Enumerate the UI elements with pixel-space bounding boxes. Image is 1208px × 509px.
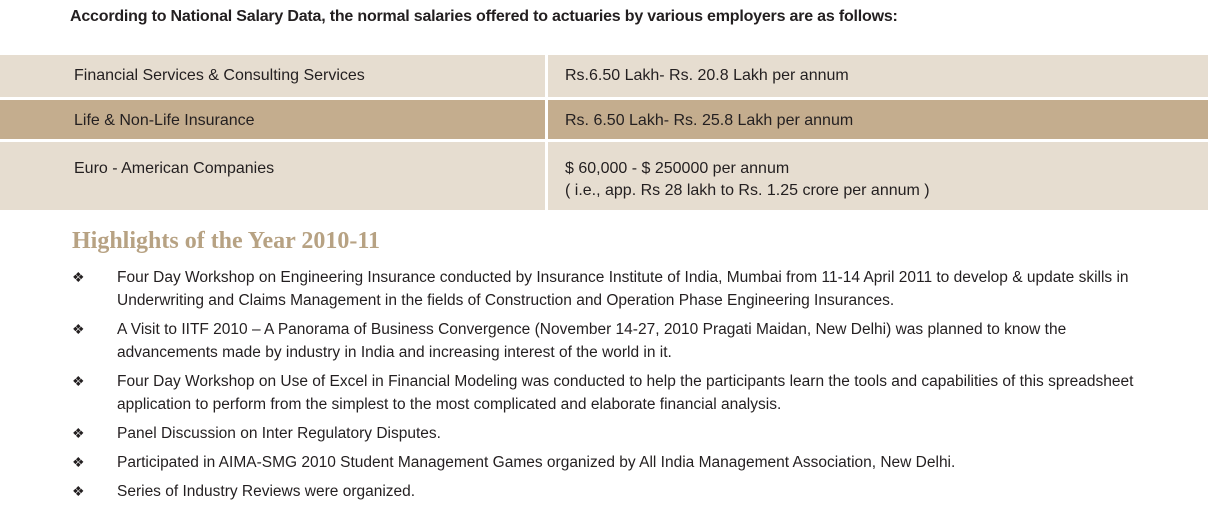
list-item	[0, 370, 1208, 416]
list-item	[0, 422, 1208, 445]
list-item-text: Panel Discussion on Inter Regulatory Disputes.	[117, 425, 441, 442]
sector-cell: Euro - American Companies	[0, 142, 545, 210]
table-row	[0, 55, 1208, 97]
table-row	[0, 142, 1208, 210]
list-item-text: Participated in AIMA-SMG 2010 Student Management Games organized by All India Management Association, New Delhi.	[117, 454, 956, 471]
diamond-bullet-icon: ❖	[72, 269, 85, 285]
highlights-list	[0, 266, 1208, 509]
table-row	[0, 100, 1208, 139]
list-item-text: Four Day Workshop on Engineering Insurance conducted by Insurance Institute of India, Mumbai from 11-14 April 2011 to develop & update skills in Underwriting and Claims Management in the fields of Construction and Operation Phase Engineering Insurances.	[117, 269, 1129, 309]
salary-text: Rs. 6.50 Lakh- Rs. 25.8 Lakh per annum	[565, 112, 854, 129]
list-item	[0, 318, 1208, 364]
list-item-text: A Visit to IITF 2010 – A Panorama of Business Convergence (November 14-27, 2010 Pragati Maidan, New Delhi) was planned to know the advancements made by industry in India and increasing interest of the world in it.	[117, 321, 1067, 361]
salary-cell	[548, 55, 1208, 97]
list-item	[0, 266, 1208, 312]
diamond-bullet-icon: ❖	[72, 321, 85, 337]
list-item-text: Four Day Workshop on Use of Excel in Financial Modeling was conducted to help the participants learn the tools and capabilities of this spreadsheet application to perform from the simplest to the most complicated and elaborate financial analysis.	[117, 373, 1134, 413]
salary-text: Rs.6.50 Lakh- Rs. 20.8 Lakh per annum	[565, 67, 849, 84]
salary-cell	[548, 100, 1208, 139]
list-item	[0, 480, 1208, 503]
sector-cell: Life & Non-Life Insurance	[0, 100, 545, 139]
sector-cell: Financial Services & Consulting Services	[0, 55, 545, 97]
diamond-bullet-icon: ❖	[72, 454, 85, 470]
diamond-bullet-icon: ❖	[72, 425, 85, 441]
salary-cell	[548, 142, 1208, 210]
salary-note: ( i.e., app. Rs 28 lakh to Rs. 1.25 crore per annum )	[565, 182, 930, 199]
list-item-text: Series of Industry Reviews were organized.	[117, 483, 416, 500]
section-heading: Highlights of the Year 2010-11	[72, 228, 381, 254]
diamond-bullet-icon: ❖	[72, 483, 85, 499]
salary-text: $ 60,000 - $ 250000 per annum	[565, 160, 790, 177]
salary-table	[0, 55, 1208, 213]
intro-text: According to National Salary Data, the normal salaries offered to actuaries by various employers are as follows:	[70, 8, 898, 25]
diamond-bullet-icon: ❖	[72, 373, 85, 389]
list-item	[0, 451, 1208, 474]
